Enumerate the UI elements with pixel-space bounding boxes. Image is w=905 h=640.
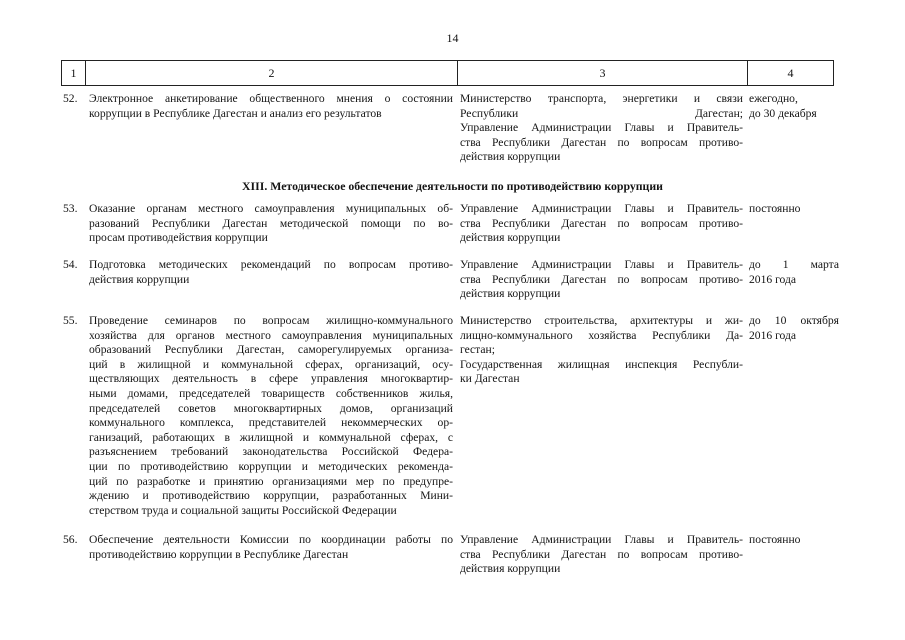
row-description [89,92,453,121]
row-term [749,258,839,287]
row-description-line: противодействию коррупции в Республике Дагестан [89,547,349,561]
row-term-line: постоянно [749,202,801,215]
row-description-line: ции по противодействию коррупции и методических рекоменда- [89,459,453,473]
row-description-line: Проведение семинаров по вопросам жилищно-коммунального [89,314,453,327]
row-executors [460,202,743,246]
row-description-line: председателей советов многоквартирных домов, организаций [89,401,453,415]
section-heading: XIII. Методическое обеспечение деятельности по противодействию коррупции [242,179,663,193]
row-description-line: Электронное анкетирование общественного мнения о состоянии [89,92,453,105]
row-term-line: 2016 года [749,328,797,342]
row-term-line: ежегодно, [749,92,798,105]
row-description-line: ганизаций, работающих в жилищной и коммунальной сферах, с [89,430,453,444]
row-executors-line: ства Республики Дагестан по вопросам противо- [460,135,743,149]
row-description-line: коррупции в Республике Дагестан и анализ его результатов [89,106,382,120]
row-executors-line: Управление Администрации Главы и Правитель- [460,533,743,546]
row-term-line: до 1 марта [749,258,839,271]
row-executors-line: Министерство строительства, архитектуры и жи- [460,314,743,327]
row-term-line: постоянно [749,533,801,546]
row-description [89,314,453,518]
row-executors-line: Республики Дагестан; [460,106,743,120]
column-header-table [61,60,834,86]
row-executors-line: Управление Администрации Главы и Правитель- [460,258,743,271]
row-term [749,533,839,548]
row-executors-line: действия коррупции [460,231,561,245]
column-header-1: 1 [62,61,86,86]
row-executors-line: лищно-коммунального хозяйства Республики Да- [460,328,743,342]
row-description-line: ций по разработке и принятию организациями мер по предупре- [89,474,453,488]
row-term [749,202,839,217]
page-number: 14 [446,31,459,45]
row-number: 53. [63,202,78,215]
row-executors-line: действия коррупции [460,562,561,576]
row-description-line: просам противодействия коррупции [89,231,268,245]
column-header-3: 3 [458,61,748,86]
row-executors [460,92,743,165]
row-executors [460,258,743,302]
row-executors [460,314,743,387]
row-executors-line: ства Республики Дагестан по вопросам противо- [460,272,743,286]
row-description-line: ществляющих деятельность в сфере управления многоквартир- [89,372,453,386]
row-executors-line: ки Дагестан [460,372,520,386]
row-description [89,258,453,287]
row-number: 55. [63,314,78,327]
row-executors-line: ства Республики Дагестан по вопросам противо- [460,216,743,230]
row-number: 52. [63,92,78,105]
row-executors-line: Министерство транспорта, энергетики и связи [460,92,743,105]
column-header-4: 4 [748,61,834,86]
row-executors-line: действия коррупции [460,150,561,164]
row-term-line: до 10 октября [749,314,839,327]
row-term [749,92,839,121]
row-description-line: хозяйства для органов местного самоуправления муниципальных [89,328,453,342]
row-description [89,202,453,246]
row-executors-line: гестан; [460,343,495,357]
row-description-line: образований Республики Дагестан, саморегулируемых организа- [89,343,453,357]
row-description-line: ждению и противодействию коррупции, разработанных Мини- [89,489,453,503]
row-description-line: действия коррупции [89,272,190,286]
row-number: 54. [63,258,78,271]
row-number: 56. [63,533,78,546]
row-executors-line: Управление Администрации Главы и Правитель- [460,121,743,135]
row-description-line: разъяснением требований законодательства Российской Федера- [89,445,453,459]
row-term [749,314,839,343]
row-executors-line: ства Республики Дагестан по вопросам противо- [460,547,743,561]
row-executors-line: Управление Администрации Главы и Правитель- [460,202,743,215]
row-description [89,533,453,562]
row-description-line: Подготовка методических рекомендаций по вопросам противо- [89,258,453,271]
row-description-line: Обеспечение деятельности Комиссии по координации работы по [89,533,453,546]
row-description-line: разований Республики Дагестан методической помощи по во- [89,216,453,230]
row-description-line: Оказание органам местного самоуправления муниципальных об- [89,202,453,215]
column-header-row [62,61,834,86]
row-executors-line: действия коррупции [460,287,561,301]
row-description-line: ными домами, председателей товариществ собственников жилья, [89,386,453,400]
row-description-line: стерством труда и социальной защиты Российской Федерации [89,503,397,517]
row-executors [460,533,743,577]
row-executors-line: Государственная жилищная инспекция Республи- [460,357,743,371]
row-term-line: до 30 декабря [749,106,817,120]
column-header-2: 2 [86,61,458,86]
row-description-line: ций в жилищной и коммунальной сферах, организаций, осу- [89,357,453,371]
row-term-line: 2016 года [749,272,797,286]
row-description-line: коммунального комплекса, представителей некоммерческих ор- [89,416,453,430]
